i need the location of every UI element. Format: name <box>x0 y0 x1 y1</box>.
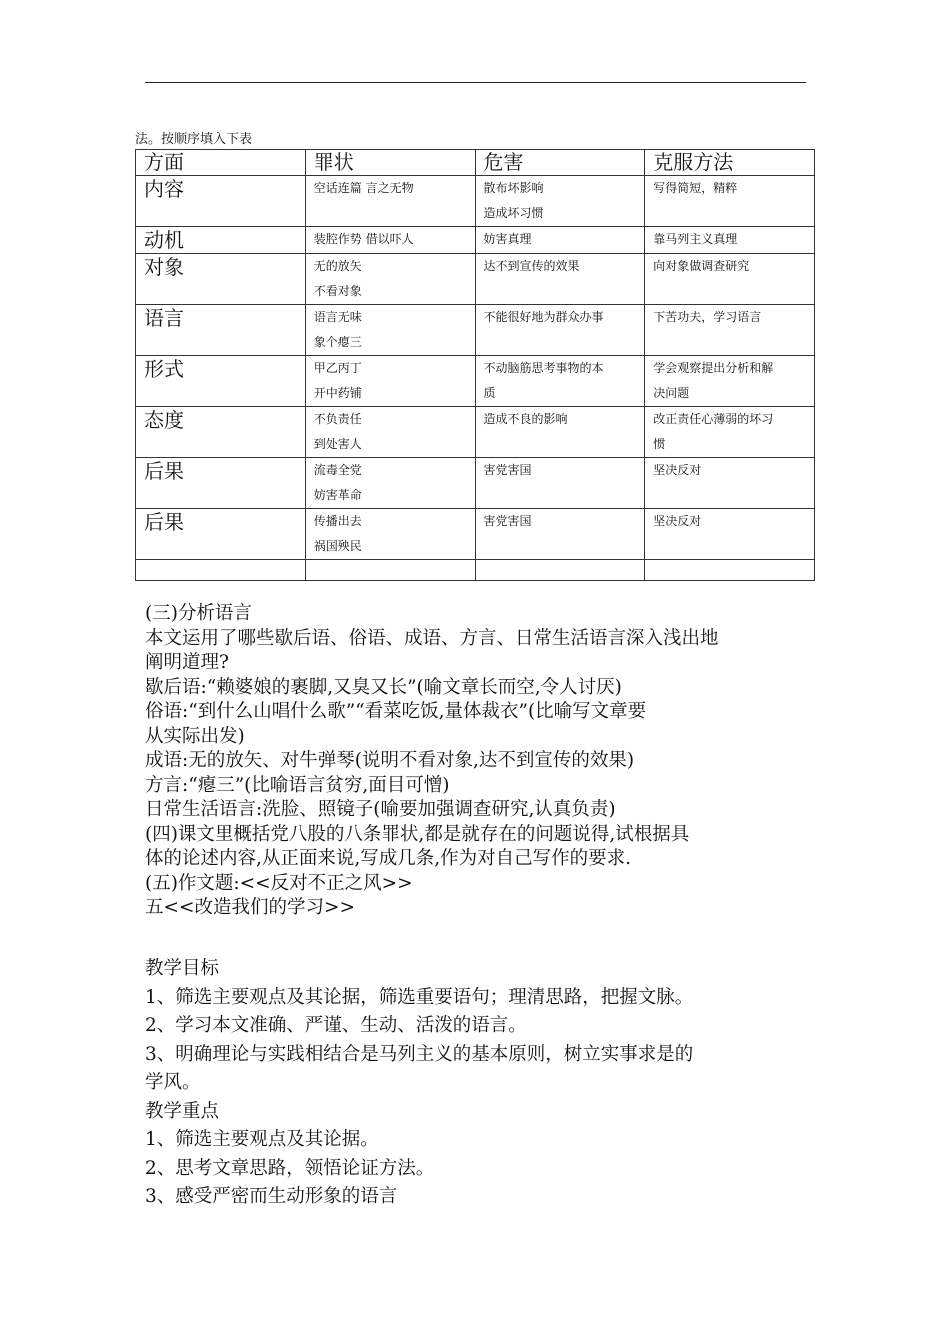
table-row <box>136 227 815 254</box>
row-fix: 写得简短，精粹 <box>645 176 815 227</box>
daily-language-line: 日常生活语言:洗脸、照镜子(喻要加强调查研究,认真负责) <box>145 799 616 820</box>
goal-item: 3、明确理论与实践相结合是马列主义的基本原则，树立实事求是的 <box>145 1043 694 1065</box>
row-aspect: 动机 <box>136 227 306 254</box>
analysis-question-line1: 本文运用了哪些歇后语、俗语、成语、方言、日常生活语言深入浅出地 <box>145 627 719 649</box>
row-crime: 甲乙丙丁 开中药铺 <box>305 356 475 407</box>
row-crime: 语言无味 象个瘪三 <box>305 305 475 356</box>
focus-heading: 教学重点 <box>145 1100 220 1122</box>
section5-line: (五)作文题:<<反对不正之风>> <box>145 872 413 894</box>
table-row <box>136 458 815 509</box>
table-header-row <box>136 150 815 176</box>
table-row <box>136 407 815 458</box>
focus-item: 1、筛选主要观点及其论据。 <box>145 1129 379 1150</box>
xiehouyu-line: 歇后语:“赖婆娘的裹脚,又臭又长”(喻文章长而空,令人讨厌) <box>145 676 622 698</box>
focus-item: 3、感受严密而生动形象的语言 <box>145 1186 398 1207</box>
row-aspect: 后果 <box>136 458 306 509</box>
section4-line2: 体的论述内容,从正面来说,写成几条,作为对自己写作的要求. <box>145 848 632 869</box>
row-aspect: 对象 <box>136 254 306 305</box>
table-row <box>136 509 815 560</box>
row-fix: 靠马列主义真理 <box>645 227 815 254</box>
header-rule <box>145 82 806 83</box>
row-harm: 造成不良的影响 <box>475 407 645 458</box>
fangyan-line: 方言:“瘪三”(比喻语言贫穷,面目可憎) <box>145 774 450 796</box>
goals-heading: 教学目标 <box>145 958 220 979</box>
header-crime: 罪状 <box>305 150 475 176</box>
row-aspect: 形式 <box>136 356 306 407</box>
row-aspect: 内容 <box>136 176 306 227</box>
analysis-heading: (三)分析语言 <box>145 603 252 624</box>
section4-line1: (四)课文里概括党八股的八条罪状,都是就存在的问题说得,试根据具 <box>145 823 690 845</box>
analysis-section <box>145 602 815 921</box>
lesson5-title: 五<<改造我们的学习>> <box>145 897 356 918</box>
row-fix: 向对象做调查研究 <box>645 254 815 305</box>
goal-item: 学风。 <box>145 1072 201 1093</box>
crimes-table <box>135 149 815 581</box>
table-row-empty <box>136 560 815 581</box>
chengyu-line: 成语:无的放矢、对牛弹琴(说明不看对象,达不到宣传的效果) <box>145 750 635 771</box>
table-row <box>136 176 815 227</box>
row-fix: 坚决反对 <box>645 458 815 509</box>
row-fix: 坚决反对 <box>645 509 815 560</box>
row-aspect: 语言 <box>136 305 306 356</box>
row-crime: 传播出去 祸国殃民 <box>305 509 475 560</box>
row-harm: 害党害国 <box>475 509 645 560</box>
suyu-line1: 俗语:“到什么山唱什么歌”“看菜吃饭,量体裁衣”(比喻写文章要 <box>145 701 647 722</box>
row-crime: 无的放矢 不看对象 <box>305 254 475 305</box>
header-harm: 危害 <box>475 150 645 176</box>
focus-item: 2、思考文章思路，领悟论证方法。 <box>145 1157 435 1179</box>
table-row <box>136 254 815 305</box>
goal-item: 2、学习本文准确、严谨、生动、活泼的语言。 <box>145 1015 527 1036</box>
row-harm: 妨害真理 <box>475 227 645 254</box>
header-fix: 克服方法 <box>645 150 815 176</box>
analysis-question-line2: 阐明道理? <box>145 652 229 673</box>
table-row <box>136 305 815 356</box>
row-fix: 学会观察提出分析和解 决问题 <box>645 356 815 407</box>
row-harm: 害党害国 <box>475 458 645 509</box>
row-crime: 不负责任 到处害人 <box>305 407 475 458</box>
table-row <box>136 356 815 407</box>
goal-item: 1、筛选主要观点及其论据，筛选重要语句；理清思路，把握文脉。 <box>145 986 694 1008</box>
row-aspect: 态度 <box>136 407 306 458</box>
row-crime: 装腔作势 借以吓人 <box>305 227 475 254</box>
row-harm: 不动脑筋思考事物的本 质 <box>475 356 645 407</box>
table-intro: 法。按顺序填入下表 <box>135 132 253 147</box>
row-fix: 下苦功夫，学习语言 <box>645 305 815 356</box>
row-harm: 达不到宣传的效果 <box>475 254 645 305</box>
teaching-section <box>145 955 815 1212</box>
header-aspect: 方面 <box>136 150 306 176</box>
row-crime: 空话连篇 言之无物 <box>305 176 475 227</box>
row-aspect: 后果 <box>136 509 306 560</box>
row-fix: 改正责任心薄弱的坏习 惯 <box>645 407 815 458</box>
suyu-line2: 从实际出发) <box>145 725 245 747</box>
row-crime: 流毒全党 妨害革命 <box>305 458 475 509</box>
row-harm: 散布坏影响 造成坏习惯 <box>475 176 645 227</box>
row-harm: 不能很好地为群众办事 <box>475 305 645 356</box>
